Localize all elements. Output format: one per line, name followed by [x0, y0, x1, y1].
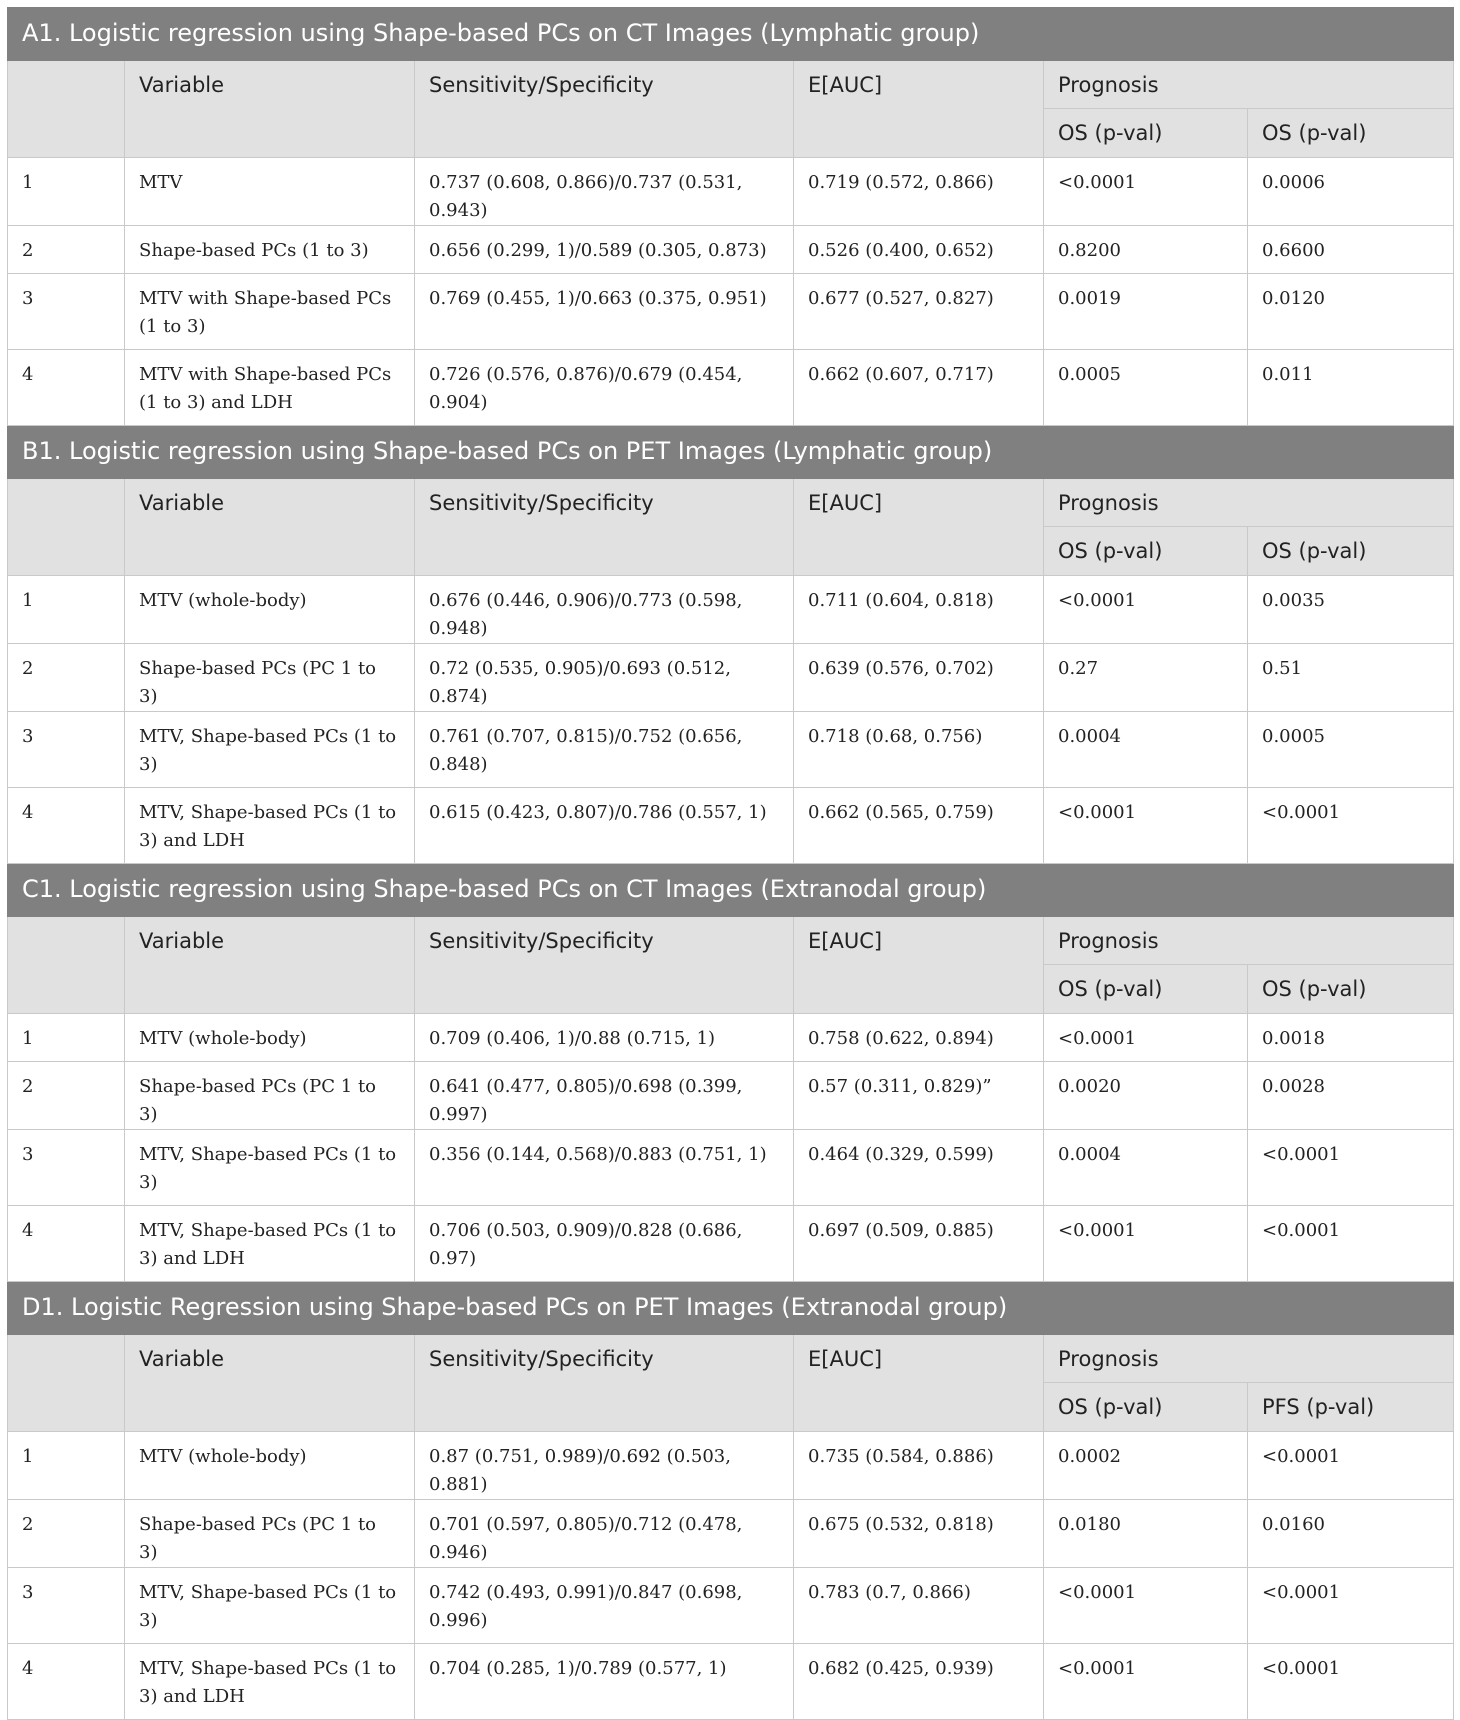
- row-variable: MTV with Shape-based PCs (1 to 3) and LDH: [125, 350, 415, 426]
- results-table-body: [8, 8, 1454, 1720]
- row-prognosis-col1: 0.0020: [1044, 1062, 1248, 1130]
- row-eauc: 0.783 (0.7, 0.866): [794, 1568, 1044, 1644]
- section-title: B1. Logistic regression using Shape-based PCs on PET Images (Lymphatic group): [8, 426, 1454, 479]
- table-row: [8, 158, 1454, 226]
- table-row: [8, 1568, 1454, 1644]
- row-prognosis-col2: 0.0018: [1248, 1014, 1454, 1062]
- row-eauc: 0.639 (0.576, 0.702): [794, 644, 1044, 712]
- row-variable: MTV, Shape-based PCs (1 to 3) and LDH: [125, 788, 415, 864]
- section-title: D1. Logistic Regression using Shape-based PCs on PET Images (Extranodal group): [8, 1282, 1454, 1335]
- header-prognosis-col2: PFS (p-val): [1248, 1383, 1454, 1432]
- row-prognosis-col2: 0.51: [1248, 644, 1454, 712]
- row-variable: Shape-based PCs (PC 1 to 3): [125, 1500, 415, 1568]
- row-prognosis-col1: 0.0005: [1044, 350, 1248, 426]
- row-prognosis-col2: <0.0001: [1248, 1130, 1454, 1206]
- row-number: 2: [8, 226, 125, 274]
- row-eauc: 0.662 (0.607, 0.717): [794, 350, 1044, 426]
- header-number-cell: [8, 479, 125, 576]
- row-sensitivity-specificity: 0.737 (0.608, 0.866)/0.737 (0.531, 0.943): [415, 158, 794, 226]
- header-row: [8, 1335, 1454, 1383]
- row-number: 4: [8, 788, 125, 864]
- table-row: [8, 644, 1454, 712]
- header-eauc: E[AUC]: [794, 917, 1044, 1014]
- row-number: 4: [8, 1644, 125, 1720]
- row-variable: MTV, Shape-based PCs (1 to 3): [125, 1130, 415, 1206]
- row-variable: MTV, Shape-based PCs (1 to 3): [125, 712, 415, 788]
- header-prognosis-col2: OS (p-val): [1248, 109, 1454, 158]
- table-row: [8, 1644, 1454, 1720]
- table-row: [8, 226, 1454, 274]
- header-number-cell: [8, 917, 125, 1014]
- row-sensitivity-specificity: 0.676 (0.446, 0.906)/0.773 (0.598, 0.948): [415, 576, 794, 644]
- table-row: [8, 1500, 1454, 1568]
- row-prognosis-col2: <0.0001: [1248, 1432, 1454, 1500]
- row-sensitivity-specificity: 0.769 (0.455, 1)/0.663 (0.375, 0.951): [415, 274, 794, 350]
- row-variable: Shape-based PCs (1 to 3): [125, 226, 415, 274]
- results-page: [7, 7, 1453, 1720]
- row-sensitivity-specificity: 0.709 (0.406, 1)/0.88 (0.715, 1): [415, 1014, 794, 1062]
- header-number-cell: [8, 61, 125, 158]
- row-prognosis-col2: 0.011: [1248, 350, 1454, 426]
- table-row: [8, 1432, 1454, 1500]
- row-sensitivity-specificity: 0.656 (0.299, 1)/0.589 (0.305, 0.873): [415, 226, 794, 274]
- row-sensitivity-specificity: 0.356 (0.144, 0.568)/0.883 (0.751, 1): [415, 1130, 794, 1206]
- row-prognosis-col1: <0.0001: [1044, 1568, 1248, 1644]
- row-prognosis-col2: 0.0005: [1248, 712, 1454, 788]
- header-sensitivity-specificity: Sensitivity/Specificity: [415, 479, 794, 576]
- row-eauc: 0.675 (0.532, 0.818): [794, 1500, 1044, 1568]
- row-prognosis-col1: <0.0001: [1044, 1206, 1248, 1282]
- table-row: [8, 712, 1454, 788]
- row-prognosis-col1: 0.0019: [1044, 274, 1248, 350]
- header-prognosis: Prognosis: [1044, 61, 1454, 109]
- row-eauc: 0.697 (0.509, 0.885): [794, 1206, 1044, 1282]
- row-variable: MTV, Shape-based PCs (1 to 3): [125, 1568, 415, 1644]
- row-variable: MTV (whole-body): [125, 1432, 415, 1500]
- table-row: [8, 274, 1454, 350]
- row-number: 1: [8, 158, 125, 226]
- results-table: [7, 7, 1454, 1720]
- row-prognosis-col2: 0.0160: [1248, 1500, 1454, 1568]
- row-sensitivity-specificity: 0.726 (0.576, 0.876)/0.679 (0.454, 0.904): [415, 350, 794, 426]
- header-sensitivity-specificity: Sensitivity/Specificity: [415, 61, 794, 158]
- row-eauc: 0.526 (0.400, 0.652): [794, 226, 1044, 274]
- header-row: [8, 61, 1454, 109]
- row-sensitivity-specificity: 0.761 (0.707, 0.815)/0.752 (0.656, 0.848): [415, 712, 794, 788]
- section-title: A1. Logistic regression using Shape-based PCs on CT Images (Lymphatic group): [8, 8, 1454, 61]
- row-variable: MTV, Shape-based PCs (1 to 3) and LDH: [125, 1206, 415, 1282]
- row-eauc: 0.57 (0.311, 0.829)”: [794, 1062, 1044, 1130]
- row-sensitivity-specificity: 0.615 (0.423, 0.807)/0.786 (0.557, 1): [415, 788, 794, 864]
- section-title: C1. Logistic regression using Shape-based PCs on CT Images (Extranodal group): [8, 864, 1454, 917]
- header-prognosis-col1: OS (p-val): [1044, 1383, 1248, 1432]
- table-row: [8, 350, 1454, 426]
- section-title-row: [8, 864, 1454, 917]
- header-row: [8, 479, 1454, 527]
- row-sensitivity-specificity: 0.701 (0.597, 0.805)/0.712 (0.478, 0.946): [415, 1500, 794, 1568]
- row-number: 3: [8, 274, 125, 350]
- header-prognosis-col2: OS (p-val): [1248, 527, 1454, 576]
- header-sensitivity-specificity: Sensitivity/Specificity: [415, 917, 794, 1014]
- row-prognosis-col2: <0.0001: [1248, 1206, 1454, 1282]
- row-prognosis-col2: 0.0028: [1248, 1062, 1454, 1130]
- header-prognosis-col2: OS (p-val): [1248, 965, 1454, 1014]
- row-prognosis-col2: 0.6600: [1248, 226, 1454, 274]
- table-row: [8, 1130, 1454, 1206]
- row-eauc: 0.677 (0.527, 0.827): [794, 274, 1044, 350]
- row-prognosis-col2: <0.0001: [1248, 1568, 1454, 1644]
- header-sensitivity-specificity: Sensitivity/Specificity: [415, 1335, 794, 1432]
- row-prognosis-col1: 0.0004: [1044, 712, 1248, 788]
- row-prognosis-col1: <0.0001: [1044, 158, 1248, 226]
- section-title-row: [8, 426, 1454, 479]
- row-prognosis-col1: <0.0001: [1044, 1644, 1248, 1720]
- row-prognosis-col2: 0.0006: [1248, 158, 1454, 226]
- header-variable: Variable: [125, 1335, 415, 1432]
- row-eauc: 0.711 (0.604, 0.818): [794, 576, 1044, 644]
- table-row: [8, 1062, 1454, 1130]
- row-prognosis-col2: <0.0001: [1248, 788, 1454, 864]
- row-eauc: 0.662 (0.565, 0.759): [794, 788, 1044, 864]
- row-eauc: 0.464 (0.329, 0.599): [794, 1130, 1044, 1206]
- row-eauc: 0.719 (0.572, 0.866): [794, 158, 1044, 226]
- row-number: 4: [8, 1206, 125, 1282]
- table-row: [8, 576, 1454, 644]
- row-sensitivity-specificity: 0.742 (0.493, 0.991)/0.847 (0.698, 0.996): [415, 1568, 794, 1644]
- row-number: 1: [8, 1432, 125, 1500]
- table-row: [8, 788, 1454, 864]
- header-eauc: E[AUC]: [794, 1335, 1044, 1432]
- header-prognosis-col1: OS (p-val): [1044, 965, 1248, 1014]
- row-number: 3: [8, 712, 125, 788]
- row-number: 2: [8, 644, 125, 712]
- section-title-row: [8, 8, 1454, 61]
- row-prognosis-col1: <0.0001: [1044, 788, 1248, 864]
- row-sensitivity-specificity: 0.706 (0.503, 0.909)/0.828 (0.686, 0.97): [415, 1206, 794, 1282]
- row-prognosis-col1: 0.0180: [1044, 1500, 1248, 1568]
- row-prognosis-col1: 0.8200: [1044, 226, 1248, 274]
- row-variable: MTV: [125, 158, 415, 226]
- header-prognosis: Prognosis: [1044, 1335, 1454, 1383]
- row-number: 1: [8, 1014, 125, 1062]
- header-variable: Variable: [125, 479, 415, 576]
- row-number: 4: [8, 350, 125, 426]
- row-sensitivity-specificity: 0.87 (0.751, 0.989)/0.692 (0.503, 0.881): [415, 1432, 794, 1500]
- row-number: 2: [8, 1500, 125, 1568]
- row-number: 2: [8, 1062, 125, 1130]
- section-title-row: [8, 1282, 1454, 1335]
- row-prognosis-col2: 0.0035: [1248, 576, 1454, 644]
- row-variable: MTV (whole-body): [125, 1014, 415, 1062]
- header-prognosis: Prognosis: [1044, 479, 1454, 527]
- header-eauc: E[AUC]: [794, 479, 1044, 576]
- row-prognosis-col1: 0.0004: [1044, 1130, 1248, 1206]
- row-number: 3: [8, 1130, 125, 1206]
- row-sensitivity-specificity: 0.704 (0.285, 1)/0.789 (0.577, 1): [415, 1644, 794, 1720]
- row-variable: MTV, Shape-based PCs (1 to 3) and LDH: [125, 1644, 415, 1720]
- row-number: 1: [8, 576, 125, 644]
- row-variable: MTV with Shape-based PCs (1 to 3): [125, 274, 415, 350]
- header-number-cell: [8, 1335, 125, 1432]
- header-prognosis-col1: OS (p-val): [1044, 527, 1248, 576]
- row-prognosis-col1: 0.0002: [1044, 1432, 1248, 1500]
- row-sensitivity-specificity: 0.72 (0.535, 0.905)/0.693 (0.512, 0.874): [415, 644, 794, 712]
- header-variable: Variable: [125, 61, 415, 158]
- row-prognosis-col1: 0.27: [1044, 644, 1248, 712]
- row-variable: MTV (whole-body): [125, 576, 415, 644]
- row-eauc: 0.682 (0.425, 0.939): [794, 1644, 1044, 1720]
- row-prognosis-col2: 0.0120: [1248, 274, 1454, 350]
- row-sensitivity-specificity: 0.641 (0.477, 0.805)/0.698 (0.399, 0.997): [415, 1062, 794, 1130]
- row-number: 3: [8, 1568, 125, 1644]
- header-prognosis-col1: OS (p-val): [1044, 109, 1248, 158]
- row-prognosis-col1: <0.0001: [1044, 1014, 1248, 1062]
- row-prognosis-col1: <0.0001: [1044, 576, 1248, 644]
- table-row: [8, 1206, 1454, 1282]
- row-eauc: 0.718 (0.68, 0.756): [794, 712, 1044, 788]
- table-row: [8, 1014, 1454, 1062]
- header-eauc: E[AUC]: [794, 61, 1044, 158]
- row-eauc: 0.735 (0.584, 0.886): [794, 1432, 1044, 1500]
- header-row: [8, 917, 1454, 965]
- row-eauc: 0.758 (0.622, 0.894): [794, 1014, 1044, 1062]
- header-variable: Variable: [125, 917, 415, 1014]
- header-prognosis: Prognosis: [1044, 917, 1454, 965]
- row-prognosis-col2: <0.0001: [1248, 1644, 1454, 1720]
- row-variable: Shape-based PCs (PC 1 to 3): [125, 1062, 415, 1130]
- row-variable: Shape-based PCs (PC 1 to 3): [125, 644, 415, 712]
